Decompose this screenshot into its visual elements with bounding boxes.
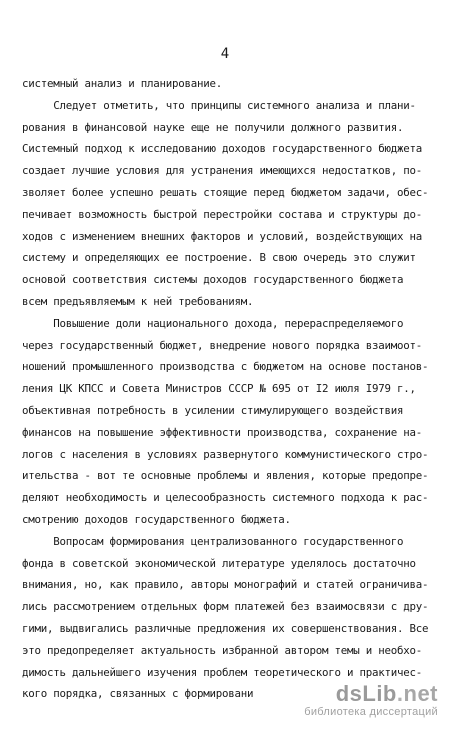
watermark-subtitle: библиотека диссертаций (304, 706, 438, 718)
watermark-logo (304, 682, 438, 706)
text-line: печивает возможность быстрой перестройки состава и структуры до- (22, 207, 423, 221)
text-line: создает лучшие условия для устранения имеющихся недостатков, по- (22, 164, 423, 178)
text-line: лись рассмотрением отдельных форм платежей без взаимосвязи с дру- (22, 600, 429, 614)
text-line: всем предъявляемым к ней требованиям. (22, 295, 254, 308)
text-line: ительства - вот те основные проблемы и явления, которые предопре- (22, 469, 429, 483)
watermark-logo-tld: net (403, 681, 438, 706)
text-line: финансов на повышение эффективности производства, сохранение на- (22, 425, 423, 439)
text-line: системный анализ и планирование. (22, 77, 223, 90)
text-line: деляют необходимость и целесообразность системного подхода к рас- (22, 491, 429, 505)
text-line: систему и определяющих ее построение. В свою очередь это служит (22, 251, 416, 265)
watermark-logo-dot: . (396, 681, 404, 706)
text-line: через государственный бюджет, внедрение нового порядка взаимоот- (22, 338, 423, 352)
text-line: зволяет более успешно решать стоящие перед бюджетом задачи, обес- (22, 186, 429, 199)
text-line: ношений промышленного производства с бюджетом на основе постанов- (22, 360, 429, 374)
text-line: ления ЦК КПСС и Совета Министров СССР № 695 от I2 июля I979 г., (22, 382, 416, 396)
watermark-logo-main: dsLib (335, 681, 397, 706)
text-line: ходов с изменением внешних факторов и условий, воздействующих на (22, 229, 423, 243)
text-line: это предопределяет актуальность избранной автором темы и необхо- (22, 643, 423, 657)
text-line: Вопросам формирования централизованного государственного (22, 534, 404, 548)
text-line: смотрению доходов государственного бюджета. (22, 513, 291, 526)
text-line: гими, выдвигались различные предложения их совершенствования. Все (22, 622, 429, 635)
text-line: фонда в советской экономической литературе уделялось достаточно (22, 556, 416, 570)
text-line: димость дальнейшего изучения проблем теоретического и практичес- (22, 665, 423, 679)
text-line: кого порядка, связанных с формировани (22, 687, 254, 701)
text-line: внимания, но, как правило, авторы монографий и статей ограничива- (22, 578, 429, 592)
text-line: Системный подход к исследованию доходов государственного бюджета (22, 142, 423, 156)
text-line: рования в финансовой науке еще не получили должного развития. (22, 120, 404, 134)
text-line: Повышение доли национального дохода, перераспределяемого (22, 316, 404, 330)
page-number: 4 (220, 46, 230, 62)
text-line: основой соответствия системы доходов государственного бюджета (22, 273, 404, 287)
text-line: объективная потребность в усилении стимулирующего воздействия (22, 404, 404, 417)
text-line: логов с населения в условиях развернутого коммунистического стро- (22, 447, 429, 461)
text-line: Следует отметить, что принципы системного анализа и плани- (22, 98, 416, 112)
watermark (304, 682, 438, 718)
